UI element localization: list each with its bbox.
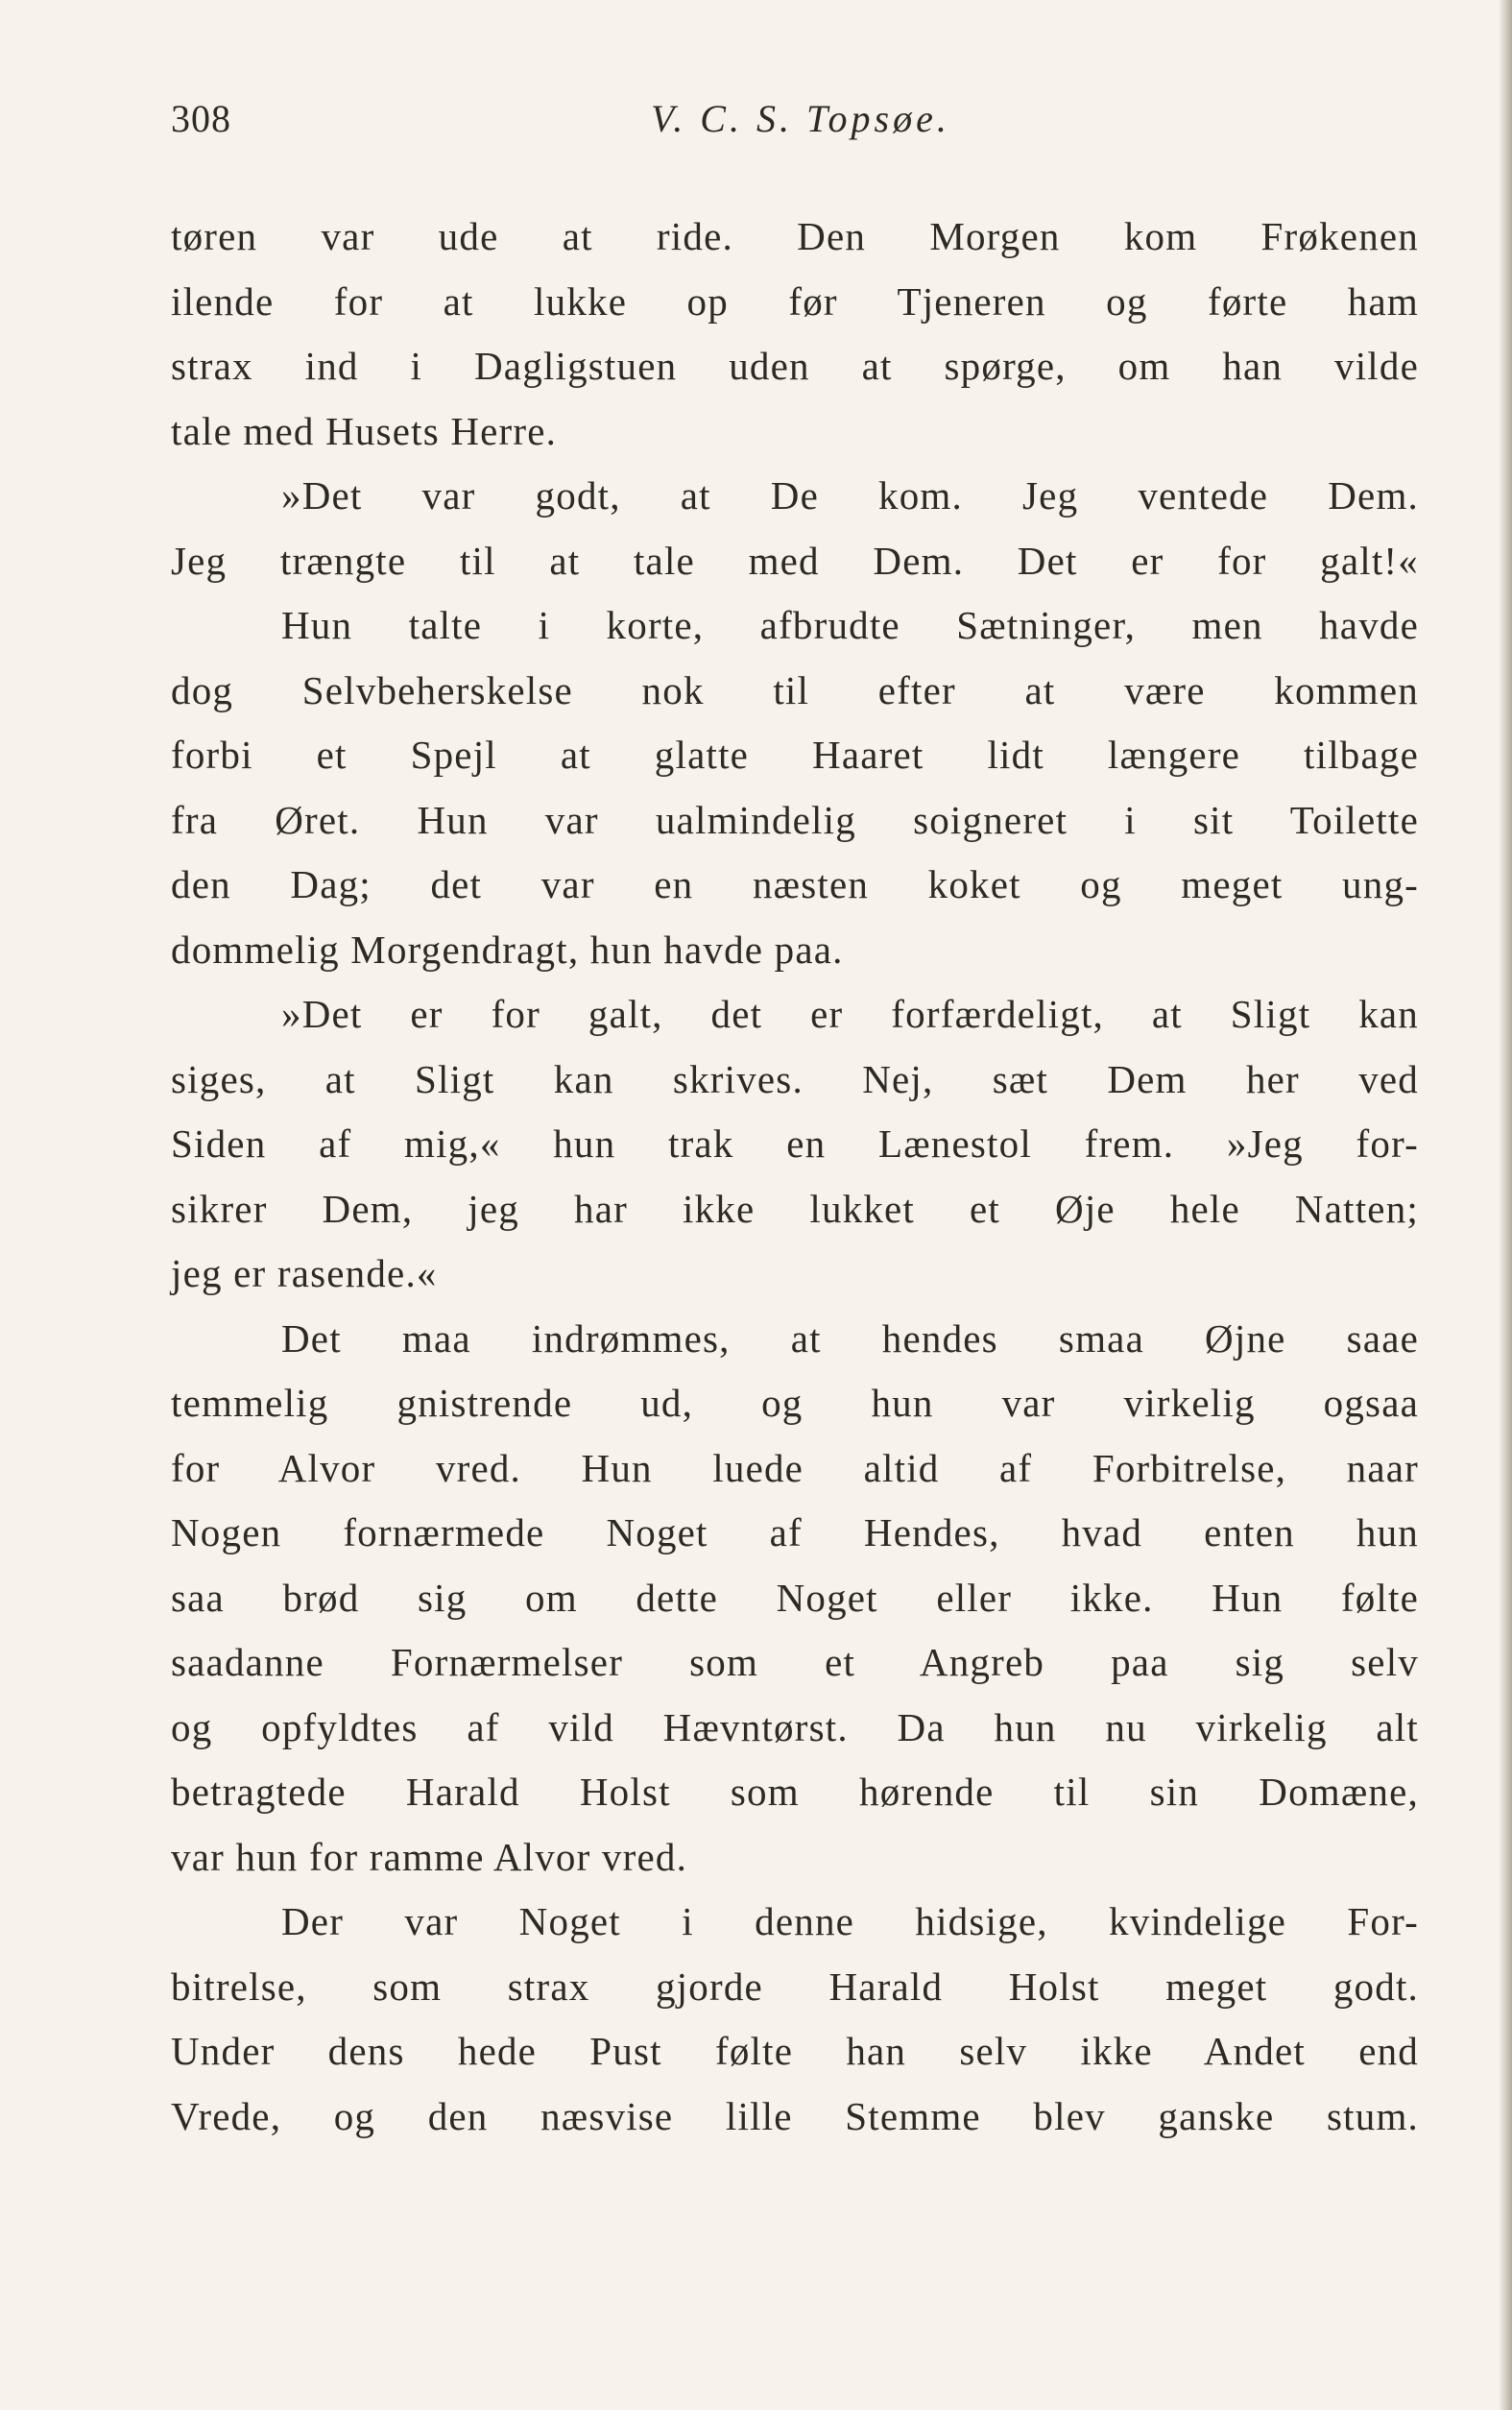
text-line: Der var Noget i denne hidsige, kvindelige For-	[281, 1899, 1419, 1943]
text-line: »Det var godt, at De kom. Jeg ventede Dem.	[281, 473, 1419, 518]
page-header	[171, 96, 1419, 154]
text-line: siges, at Sligt kan skrives. Nej, sæt Dem her ved	[171, 1056, 1419, 1101]
text-line: Vrede, og den næsvise lille Stemme blev ganske stum.	[171, 2093, 1419, 2138]
text-line: tøren var ude at ride. Den Morgen kom Frøkenen	[171, 214, 1419, 258]
text-line: bitrelse, som strax gjorde Harald Holst meget godt.	[171, 1964, 1419, 2009]
text-line: fra Øret. Hun var ualmindelig soigneret i sit Toilette	[171, 797, 1419, 842]
text-line: og opfyldtes af vild Hævntørst. Da hun nu virkelig alt	[171, 1704, 1419, 1749]
text-line: dog Selvbeherskelse nok til efter at være kommen	[171, 667, 1419, 712]
text-line: sikrer Dem, jeg har ikke lukket et Øje hele Natten;	[171, 1186, 1419, 1231]
text-line: jeg er rasende.«	[171, 1251, 438, 1295]
page-edge-shadow	[1499, 0, 1512, 2410]
text-line: forbi et Spejl at glatte Haaret lidt længere tilbage	[171, 733, 1419, 777]
text-line: Det maa indrømmes, at hendes smaa Øjne saae	[281, 1315, 1419, 1361]
text-line: dommelig Morgendragt, hun havde paa.	[171, 927, 844, 972]
text-line: for Alvor vred. Hun luede altid af Forbitrelse, naar	[171, 1445, 1419, 1490]
text-line: saa brød sig om dette Noget eller ikke. Hun følte	[171, 1575, 1419, 1620]
text-line: temmelig gnistrende ud, og hun var virkelig ogsaa	[171, 1381, 1419, 1425]
text-line: den Dag; det var en næsten koket og meget ung-	[171, 862, 1419, 906]
text-line: saadanne Fornærmelser som et Angreb paa sig selv	[171, 1640, 1419, 1684]
body-text	[171, 205, 1419, 2149]
text-line: betragtede Harald Holst som hørende til sin Domæne,	[171, 1770, 1419, 1814]
running-title: V. C. S. Topsøe.	[651, 97, 950, 140]
text-line: Nogen fornærmede Noget af Hendes, hvad enten hun	[171, 1510, 1419, 1554]
text-line: Siden af mig,« hun trak en Lænestol frem. »Jeg for-	[171, 1121, 1419, 1166]
page-number: 308	[171, 97, 231, 140]
text-line: Under dens hede Pust følte han selv ikke Andet end	[171, 2029, 1419, 2073]
text-line: Jeg trængte til at tale med Dem. Det er for galt!«	[171, 538, 1419, 583]
text-line: strax ind i Dagligstuen uden at spørge, om han vilde	[171, 344, 1419, 388]
text-line: »Det er for galt, det er forfærdeligt, at Sligt kan	[281, 992, 1419, 1036]
text-line: Hun talte i korte, afbrudte Sætninger, men havde	[281, 603, 1419, 647]
text-line: tale med Husets Herre.	[171, 408, 558, 453]
text-line: ilende for at lukke op før Tjeneren og førte ham	[171, 278, 1419, 324]
text-line: var hun for ramme Alvor vred.	[171, 1834, 688, 1879]
